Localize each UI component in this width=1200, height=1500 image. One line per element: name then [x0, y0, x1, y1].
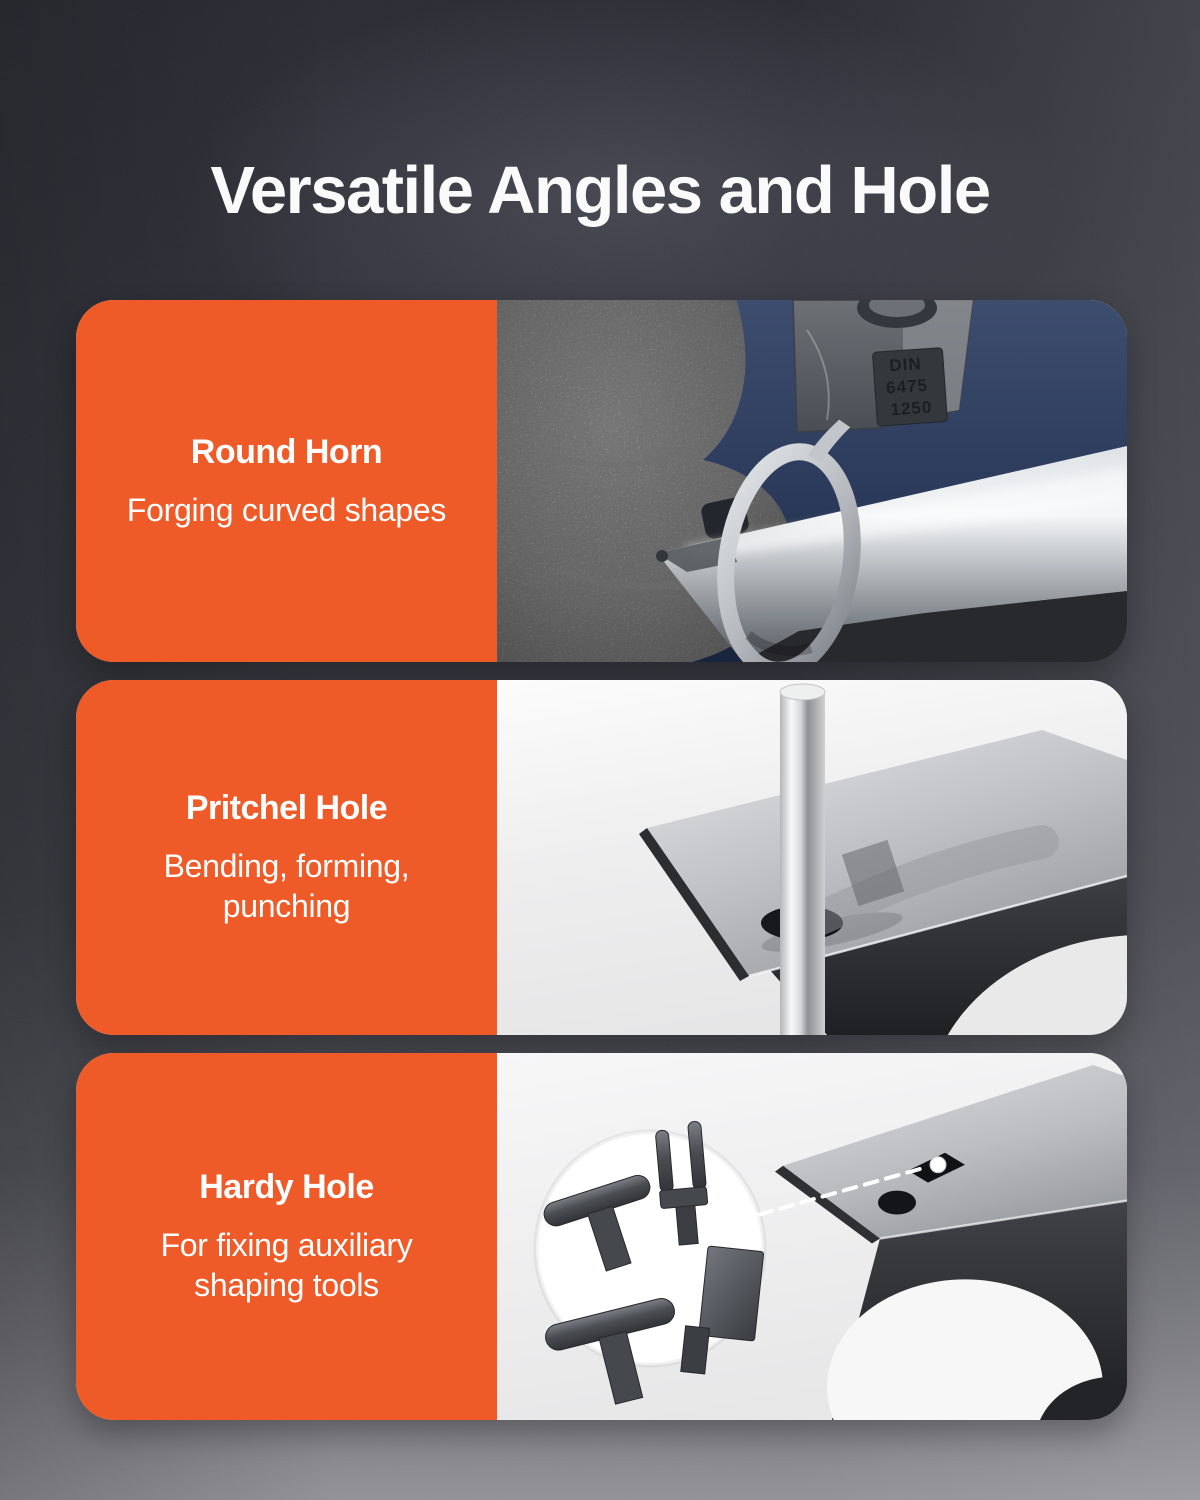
feature-card-hardy-hole: [76, 1053, 1127, 1420]
round-horn-description: Forging curved shapes: [126, 491, 447, 528]
round-horn-photo: [497, 300, 1127, 662]
round-horn-text-panel: [76, 300, 497, 662]
pritchel-hole-description: Bending, forming, punching: [163, 848, 410, 924]
hardy-hole-heading: Hardy Hole: [199, 1168, 374, 1206]
feature-card-round-horn: [76, 300, 1127, 662]
hammer-head: [793, 300, 973, 432]
hardy-hole-illustration: [497, 1053, 1127, 1420]
steel-rod: [780, 684, 825, 1035]
pritchel-hole-photo: [497, 680, 1127, 1035]
hardy-hole-text-panel: [76, 1053, 497, 1420]
pritchel-hole-heading: Pritchel Hole: [185, 789, 388, 827]
hardy-hole-highlight: [930, 1157, 946, 1173]
page-title: Versatile Angles and Hole: [210, 153, 990, 228]
round-horn-illustration: [497, 300, 1127, 662]
pritchel-hole-text-panel: [76, 680, 497, 1035]
hardy-hole-photo: [497, 1053, 1127, 1420]
hammer-stamp: [872, 348, 947, 427]
pritchel-hole-opening: [878, 1191, 916, 1215]
svg-text:DIN 6475: DIN 6475 1250: [885, 354, 933, 420]
round-horn-heading: Round Horn: [190, 432, 383, 471]
pritchel-hole-illustration: [497, 680, 1127, 1035]
hardy-hole-description: For fixing auxiliary shaping tools: [160, 1227, 413, 1303]
feature-card-pritchel-hole: [76, 680, 1127, 1035]
